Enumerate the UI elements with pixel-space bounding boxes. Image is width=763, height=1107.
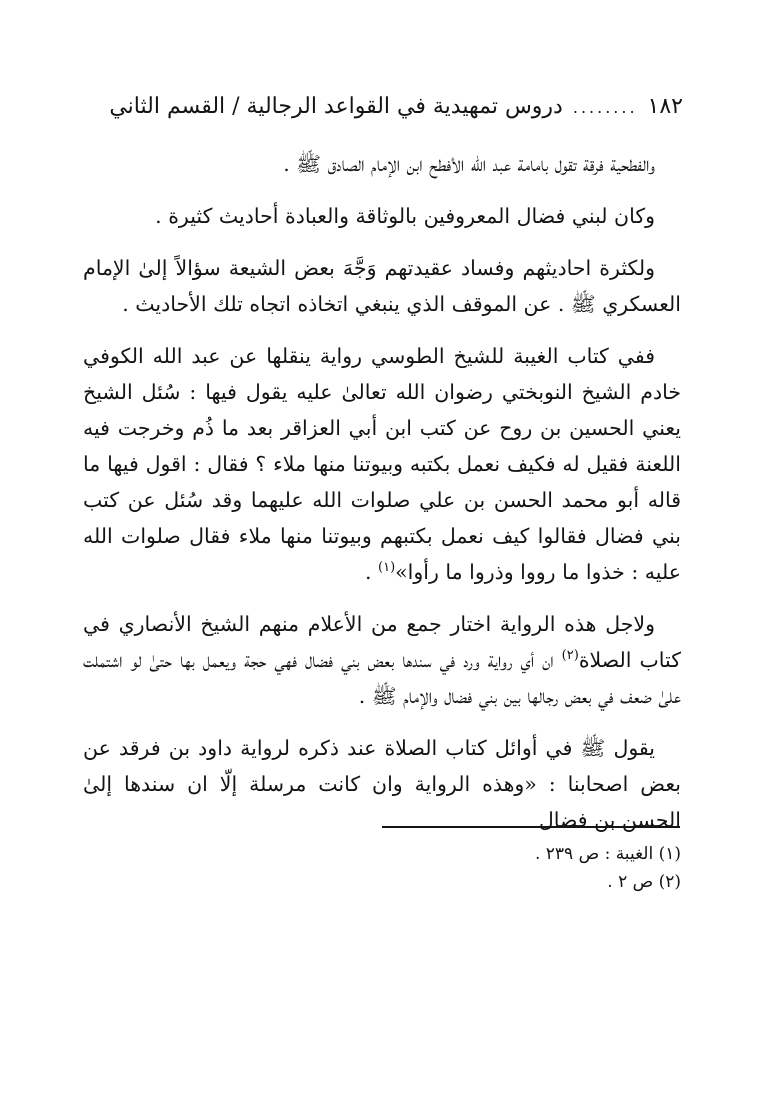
- footnotes: [381, 840, 681, 896]
- footnote-ref-2: (٢): [561, 648, 579, 664]
- paragraph-ghayba-narration: [83, 338, 681, 590]
- footnote-2: (٢) ص ٢ .: [607, 872, 681, 892]
- paragraph-text: والفطحية فرقة تقول بامامة عبد الله الأفطح ابن الإمام الصادق ﷺ .: [283, 152, 655, 176]
- paragraph-text-end: .: [364, 560, 378, 584]
- footnote-ref-1: (١): [378, 560, 396, 576]
- main-text: [83, 146, 681, 854]
- paragraph-text: ولاجل هذه الرواية اختار جمع من الأعلام منهم الشيخ الأنصاري في كتاب الصلاة: [83, 612, 681, 672]
- paragraph-text: يقول ﷺ في أوائل كتاب الصلاة عند ذكره لرواية داود بن فرقد عن بعض اصحابنا : «وهذه الرواية وان كانت مرسلة إلّا ان سندها إلىٰ الحسن بن فضال: [83, 736, 681, 832]
- paragraph-text: ولكثرة احاديثهم وفساد عقيدتهم وَجَّهَ بعض الشيعة سؤالاً إلىٰ الإمام العسكري ﷺ . عن الموقف الذي ينبغي اتخاذه اتجاه تلك الأحاديث .: [83, 256, 681, 316]
- footnote-separator: [382, 826, 680, 828]
- footnote-1: (١) الغيبة : ص ٢٣٩ .: [534, 844, 681, 864]
- paragraph-question: [83, 250, 681, 322]
- paragraph-text: وكان لبني فضال المعروفين بالوثاقة والعبادة أحاديث كثيرة .: [155, 204, 655, 228]
- running-title: دروس تمهيدية في القواعد الرجالية / القسم الثاني: [109, 94, 563, 119]
- paragraph-ansari: [83, 606, 681, 714]
- paragraph-fathiyya: [83, 146, 681, 182]
- paragraph-text-end: ان أي رواية ورد في سندها بعض بني فضال فهي حجة ويعمل بها حتىٰ لو اشتملت علىٰ ضعف في بعض رجالها بين بني فضال والإمام ﷺ .: [83, 648, 681, 708]
- paragraph-bani-fadal: [83, 198, 681, 234]
- header-leader-dots: ........: [572, 98, 638, 117]
- page-header: [83, 94, 683, 128]
- page-number: ١٨٢: [647, 94, 683, 119]
- paragraph-dawud-riwaya: [83, 730, 681, 838]
- paragraph-text: ففي كتاب الغيبة للشيخ الطوسي رواية ينقلها عن عبد الله الكوفي خادم الشيخ النوبختي رضوان الله تعالىٰ عليه يقول فيها : سُئل الشيخ يعني الحسين بن روح عن كتب ابن أبي العزاقر بعد ما ذُم وخرجت فيه اللعنة فقيل له فكيف نعمل بكتبه وبيوتنا منها ملاء ؟ فقال : اقول فيها ما قاله أبو محمد الحسن بن علي صلوات الله عليهما وقد سُئل عن كتب بني فضال فقالوا كيف نعمل بكتبهم وبيوتنا منها ملاء فقال صلوات الله عليه : خذوا ما رووا وذروا ما رأوا»: [83, 344, 681, 584]
